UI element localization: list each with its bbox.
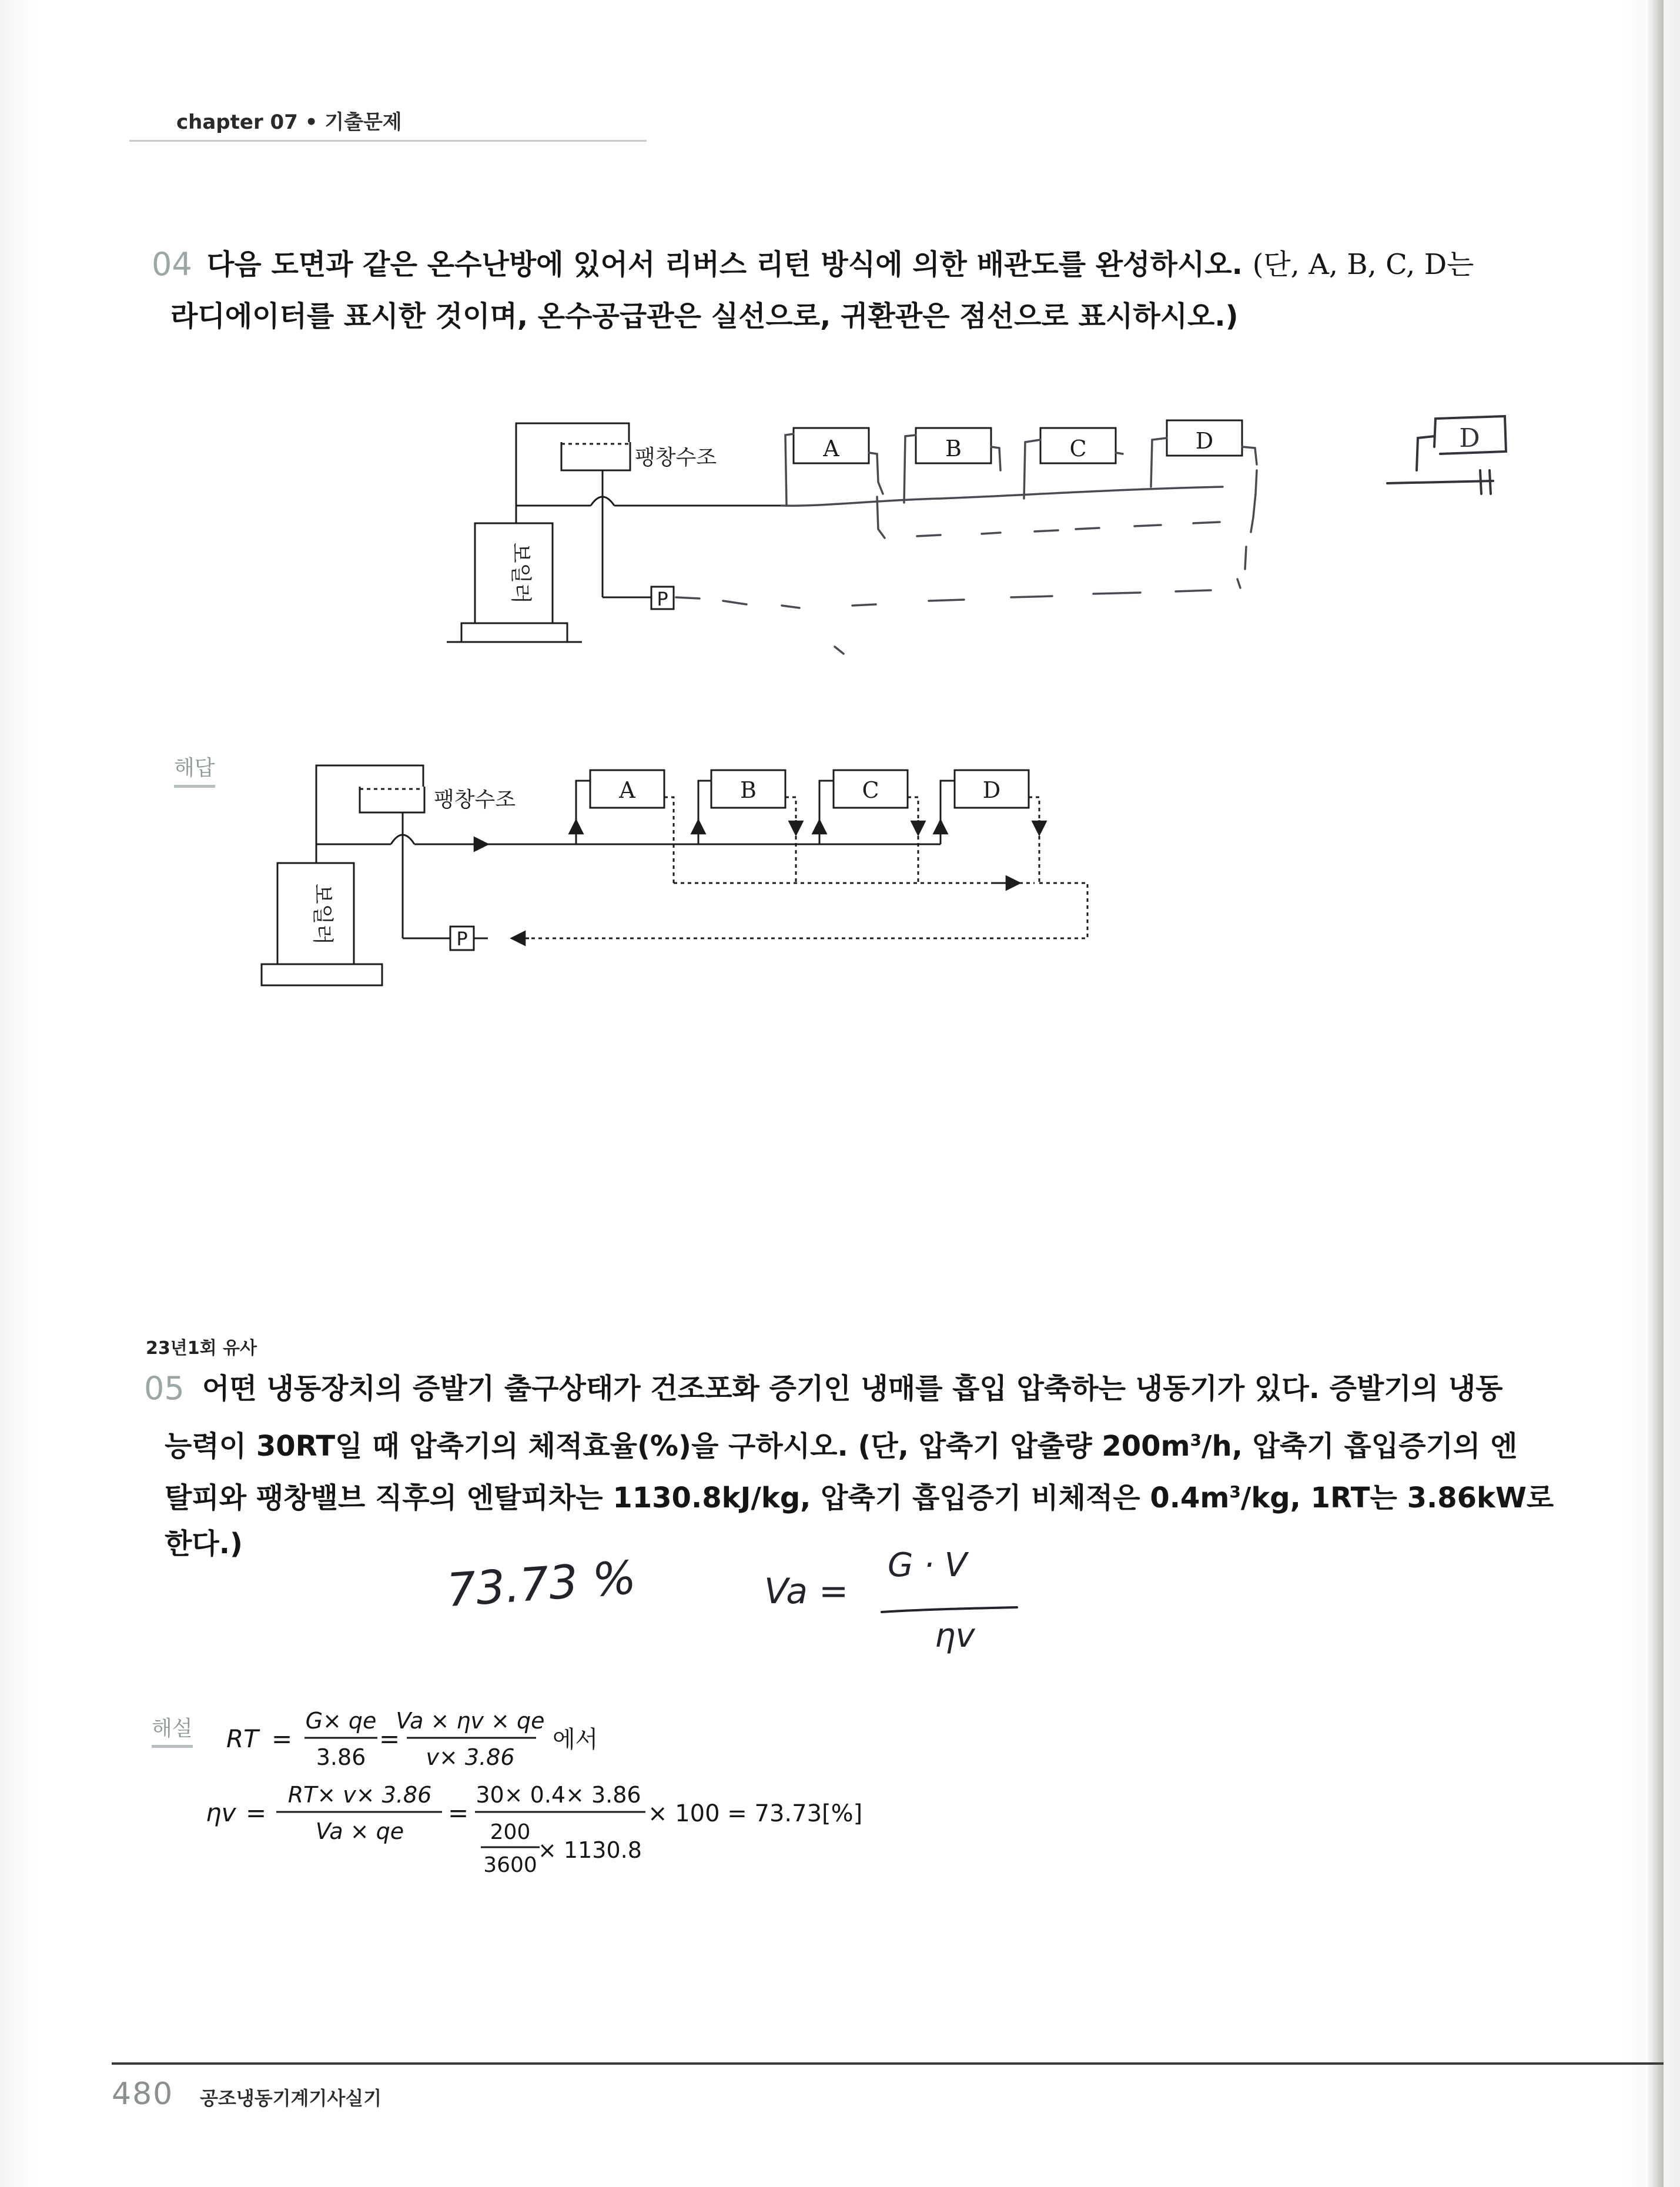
handwritten-formula-numerator: G · V [888, 1546, 968, 1584]
question-4-line-2: 라디에이터를 표시한 것이며, 온수공급관은 실선으로, 귀환관은 점선으로 표시하시오.) [170, 300, 1239, 333]
answer-radiator-b: B [740, 777, 757, 803]
eq1-suffix: 에서 [553, 1726, 598, 1753]
answer-radiator-c: C [862, 777, 879, 803]
question-4-line-1-tail: (단, A, B, C, D는 [1252, 248, 1474, 281]
answer-label: 해답 [174, 756, 215, 780]
question-5-line-2-b: /h, 압축기 흡입증기의 엔 [1202, 1430, 1518, 1463]
answer-radiator-a: A [619, 777, 635, 803]
book-title: 공조냉동기계기사실기 [200, 2087, 382, 2109]
question-5-line-3-superscript: 3 [1229, 1482, 1241, 1502]
answer-radiator-d: D [982, 777, 1001, 803]
solution-label: 해설 [152, 1717, 193, 1741]
eq2-lhs: ηv [206, 1798, 236, 1827]
problem-radiator-d: D [1195, 428, 1214, 454]
eq1-frac2-numerator: Va × ηv × qe [396, 1708, 545, 1734]
eq1-frac1-numerator: G× qe [305, 1708, 377, 1734]
eq2-inner-denominator: 3600 [483, 1853, 537, 1877]
question-5-number: 05 [144, 1370, 185, 1407]
eq2-inner-numerator: 200 [490, 1820, 531, 1844]
page-number: 480 [112, 2076, 174, 2112]
question-4-line-1-main: 다음 도면과 같은 온수난방에 있어서 리버스 리턴 방식에 의한 배관도를 완성하시오. [207, 248, 1243, 281]
eq2-frac2-numerator: 30× 0.4× 3.86 [476, 1782, 641, 1808]
question-5-line-2-superscript: 3 [1190, 1430, 1202, 1450]
answer-pump-label: P [456, 928, 468, 950]
answer-boiler-label: 보일러 [310, 883, 334, 945]
eq2-frac1-numerator: RT× v× 3.86 [287, 1782, 432, 1808]
eq2-frac1-denominator: Va × qe [315, 1818, 404, 1844]
eq2-equals-1: = [246, 1798, 267, 1827]
problem-pump-label: P [657, 588, 668, 610]
question-5-line-3-a: 탈피와 팽창밸브 직후의 엔탈피차는 1130.8kJ/kg, 압축기 흡입증기 비체적은 0.4m [165, 1482, 1230, 1514]
handwritten-formula-denominator: ηv [935, 1617, 975, 1655]
eq1-equals-2: = [379, 1724, 400, 1753]
question-5-line-3-b: /kg, 1RT는 3.86kW로 [1240, 1482, 1554, 1514]
problem-radiator-c: C [1069, 436, 1087, 462]
question-4-number: 04 [152, 246, 192, 283]
question-5-line-2-a: 능력이 30RT일 때 압축기의 체적효율(%)을 구하시오. (단, 압축기 압출량 200m [165, 1430, 1190, 1463]
eq1-lhs: RT [226, 1724, 259, 1753]
problem-radiator-b: B [945, 436, 962, 462]
chapter-header: chapter 07 • 기출문제 [176, 111, 402, 134]
question-5-line-4: 한다.) [165, 1527, 243, 1560]
handwritten-answer: 73.73 % [445, 1551, 638, 1618]
problem-radiator-a: A [823, 436, 839, 462]
eq1-equals-1: = [272, 1724, 293, 1753]
eq2-equals-2: = [448, 1798, 469, 1827]
answer-expansion-tank-label: 팽창수조 [434, 788, 516, 812]
eq1-frac1-denominator: 3.86 [316, 1744, 366, 1770]
eq1-frac2-denominator: v× 3.86 [426, 1744, 515, 1770]
margin-sketch-d: D [1459, 423, 1480, 453]
problem-expansion-tank-label: 팽창수조 [635, 446, 717, 470]
footer-rule [112, 2062, 1664, 2065]
problem-boiler-label: 보일러 [508, 542, 533, 604]
question-5-exam-tag: 23년1회 유사 [146, 1338, 257, 1359]
eq2-denominator-tail: × 1130.8 [538, 1837, 642, 1863]
eq2-result: × 100 = 73.73[%] [648, 1800, 863, 1827]
handwritten-formula-lhs: Va = [764, 1571, 849, 1612]
question-5-line-1: 어떤 냉동장치의 증발기 출구상태가 건조포화 증기인 냉매를 흡입 압축하는 냉동기가 있다. 증발기의 냉동 [202, 1372, 1503, 1405]
